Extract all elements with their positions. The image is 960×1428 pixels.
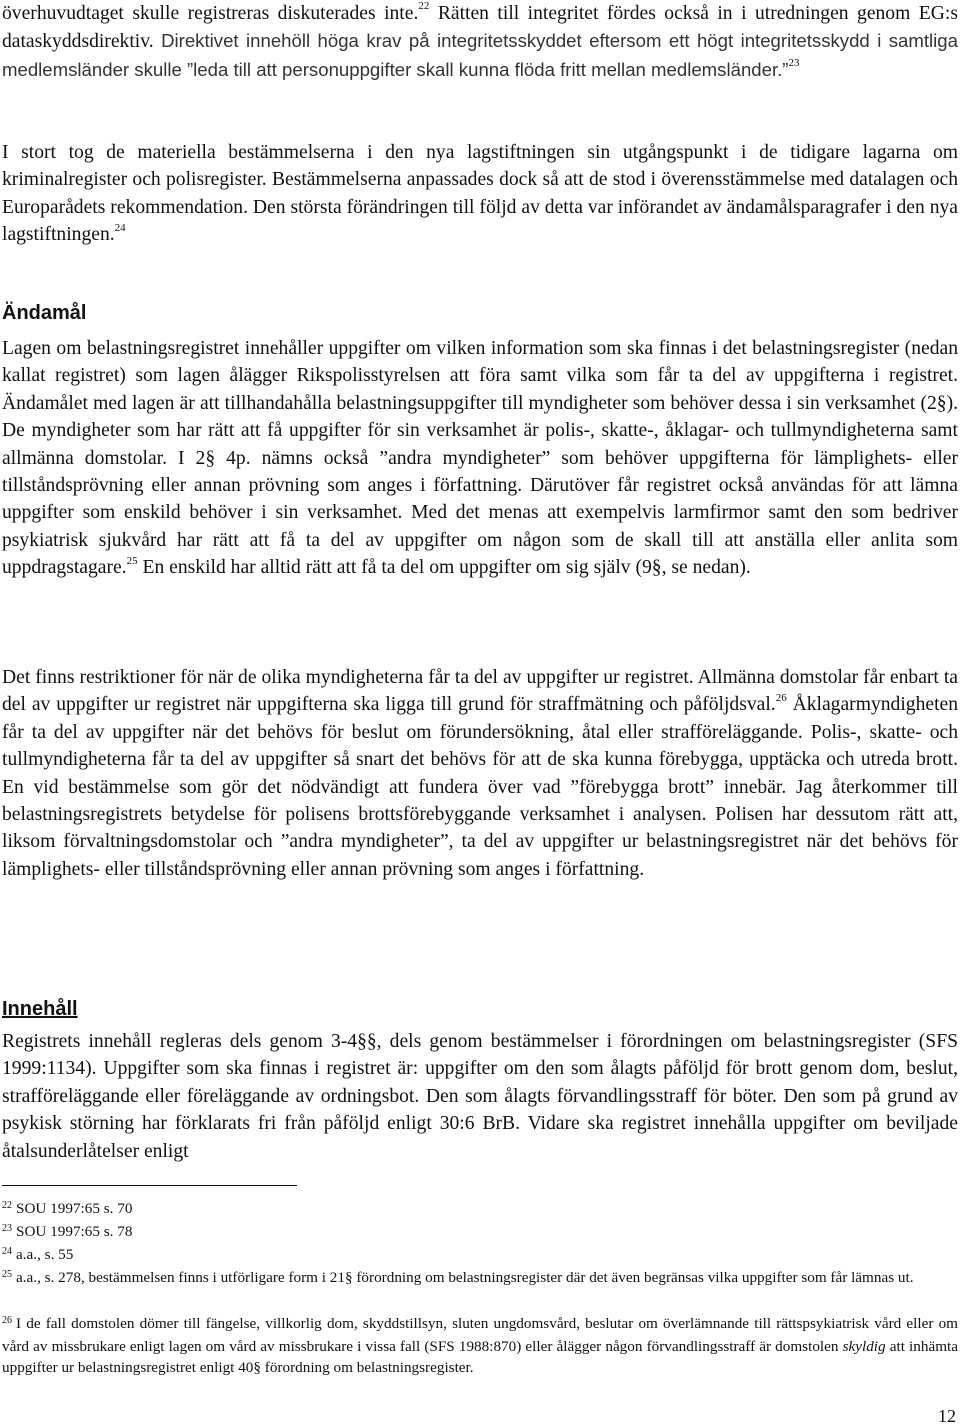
footnote-22 [2,1198,958,1221]
footnote-separator [2,1185,297,1186]
paragraph-lagen [2,335,958,582]
footnote-number: 23 [2,1223,12,1234]
footnote-number: 22 [2,1200,12,1211]
paragraph-intro-text-b: Rätten till integritet fördes också in i utredningen genom EG:s dataskyddsdirektiv. [2,3,958,53]
paragraph-intro [2,0,958,84]
footnote-23 [2,1221,958,1244]
paragraph-intro-text-c: Direktivet innehöll höga krav på integritetsskyddet eftersom ett högt integritetsskydd i samtliga medlemsländer skulle ”leda till att personuppgifter skall kunna flöda fritt mellan medlemsländer.” [2,30,958,80]
paragraph-innehall [2,1028,958,1165]
footnote-text: SOU 1997:65 s. 78 [16,1223,133,1240]
heading-innehall: Innehåll [2,998,78,1020]
paragraph-materiella-text: I stort tog de materiella bestämmelserna i den nya lagstiftningen sin utgångspunkt i de tidigare lagarna om kriminalregister och polisregister. Bestämmelserna anpassades dock så att de stod i överensstämmelse med datalagen och Europarådets rekommendation. Den största förändringen till följd av detta var införandet av ändamålsparagrafer i den nya lagstiftningen. [2,142,958,246]
footnote-number: 25 [2,1269,12,1280]
footnote-text-a: I de fall domstolen dömer till fängelse, villkorlig dom, skyddstillsyn, sluten ungdomsvård, beslutar om överlämnande till rättspsykiatrisk vård eller om vård av missbrukare enligt lagen om vård av missbrukare i vissa fall (SFS 1988:870) eller ålägger någon förvandlingsstraff är domstolen [2,1315,958,1355]
footnote-text-emphasis: skyldig [842,1338,886,1355]
page-number: 12 [938,1406,956,1426]
footnote-text: a.a., s. 278, bestämmelsen finns i utförligare form i 21§ förordning om belastningsregister där det även begränsas vilka uppgifter som får lämnas ut. [16,1269,914,1286]
footnote-24 [2,1244,958,1267]
footnote-ref-26[interactable]: 26 [775,691,787,704]
footnote-number: 24 [2,1246,12,1257]
footnote-text-b: att inhämta uppgifter ur belastningsregistret enligt 40§ förordning om belastningsregister. [2,1338,958,1376]
footnote-text: a.a., s. 55 [16,1246,74,1263]
paragraph-innehall-text: Registrets innehåll regleras dels genom 3-4§§, dels genom bestämmelser i förordningen om belastningsregister (SFS 1999:1134). Uppgifter som ska finnas i registret är: uppgifter om den som ålagts påföljd för brott genom dom, beslut, strafföreläggande eller föreläggande av ordningsbot. Den som ålagts förvandlingsstraff för böter. Den som på grund av psykisk störning har förklarats fri från påföljd enligt 30:6 BrB. Vidare ska registret innehålla uppgifter om beviljade åtalsunderlåtelser enligt [2,1031,958,1162]
paragraph-lagen-text-a: Lagen om belastningsregistret innehåller uppgifter om vilken information som ska finnas i det belastningsregister (nedan kallat registret) som lagen ålägger Rikspolisstyrelsen att föra samt vilka som får ta del av uppgifterna i registret. Ändamålet med lagen är att tillhandahålla belastningsuppgifter till myndigheter som behöver dessa i sin verksamhet (2§). De myndigheter som har rätt att få uppgifter för sin verksamhet är polis-, skatte-, åklagar- och tullmyndigheterna samt allmänna domstolar. I 2§ 4p. nämns också ”andra myndigheter” som behöver uppgifterna för lämplighets- eller tillståndsprövning eller annan prövning som anges i författning. Därutöver får registret också användas för att lämna uppgifter som enskild behöver i sin verksamhet. Med det menas att exempelvis larmfirmor samt den som bedriver psykiatrisk sjukvård har rätt att få ta del av uppgifter om någon som de skall till att anställa eller anlita som uppdragstagare. [2,338,958,579]
footnote-25 [2,1267,958,1290]
footnote-ref-24[interactable]: 24 [114,221,126,234]
paragraph-materiella [2,139,958,249]
heading-andamal: Ändamål [2,302,87,324]
footnote-text: SOU 1997:65 s. 70 [16,1200,133,1217]
paragraph-restriktioner-text-a: Det finns restriktioner för när de olika myndigheterna får ta del av uppgifter ur registret. Allmänna domstolar får enbart ta del av uppgifter ur registret när uppgifterna ska ligga till grund för straffmätning och påföljdsval. [2,667,958,716]
paragraph-intro-text-a: överhuvudtaget skulle registreras diskuterades inte. [2,3,419,24]
footnote-ref-22[interactable]: 22 [418,0,430,13]
footnote-number: 26 [2,1315,12,1326]
paragraph-restriktioner [2,664,958,883]
footnote-ref-23[interactable]: 23 [788,57,800,70]
footnote-ref-25[interactable]: 25 [126,554,138,567]
paragraph-restriktioner-text-b: Åklagarmyndigheten får ta del av uppgifter när det behövs för beslut om förundersökning, åtal eller strafföreläggande. Polis-, skatte- och tullmyndigheterna får ta del av uppgifter så snart det behövs för att de ska kunna förebygga, upptäcka och utreda brott. En vid bestämmelse som gör det nödvändigt att fundera över vad ”förebygga brott” innebär. Jag återkommer till belastningsregistrets betydelse för polisens brottsförebyggande verksamhet i analysen. Polisen har dessutom rätt att, liksom förvaltningsdomstolar och ”andra myndigheter”, ta del av uppgifter ur belastningsregistret när det behövs för lämplighets- eller tillståndsprövning eller annan prövning som anges i författning. [2,694,959,880]
paragraph-lagen-text-b: En enskild har alltid rätt att få ta del om uppgifter om sig själv (9§, se nedan). [137,557,751,579]
footnote-26 [2,1313,958,1378]
